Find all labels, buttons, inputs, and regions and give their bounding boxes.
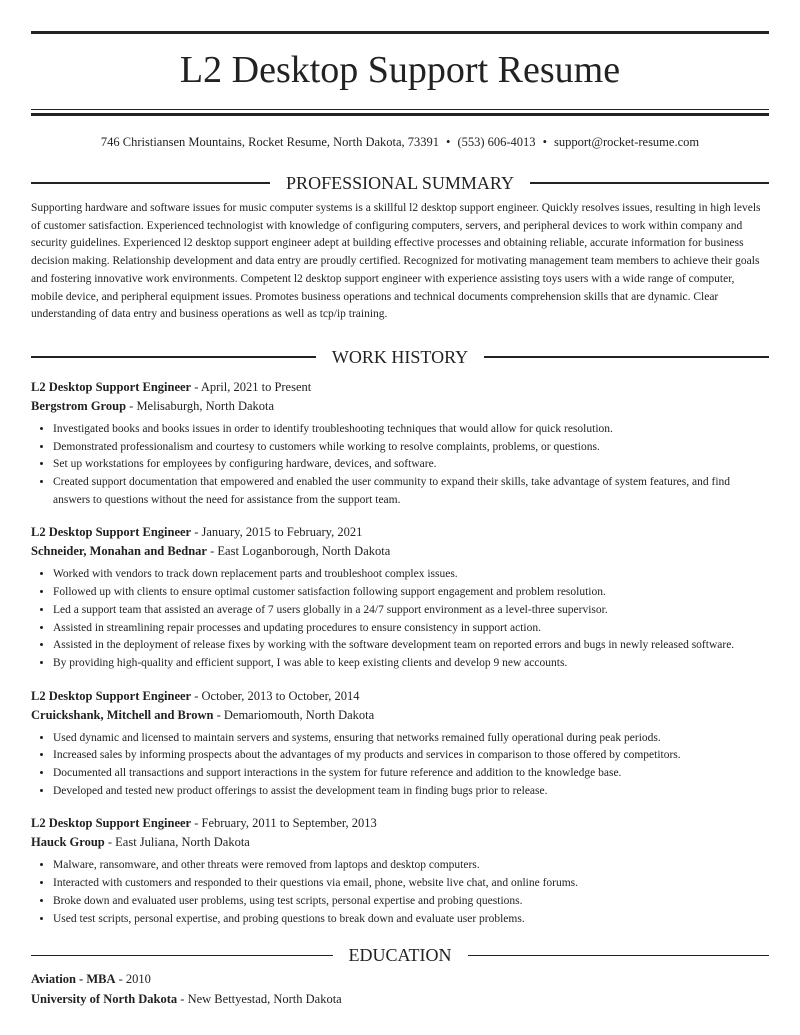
separator: • bbox=[446, 135, 451, 149]
job-location: - Demariomouth, North Dakota bbox=[213, 707, 375, 722]
job-bullet: • Interacted with customers and responded to their questions via email, phone, website live chat, and online forums. bbox=[53, 875, 769, 893]
job-entry bbox=[31, 687, 769, 801]
job-bullet: • Increased sales by informing prospects about the advantages of my products and services in comparison to those offered by competitors. bbox=[53, 747, 769, 765]
job-bullet: • Demonstrated professionalism and courtesy to customers while working to resolve complaints, problems, or questions. bbox=[53, 439, 769, 457]
contact-email: support@rocket-resume.com bbox=[553, 135, 700, 149]
year: - 2010 bbox=[115, 972, 151, 987]
section-title: EDUCATION bbox=[348, 945, 452, 966]
company: Bergstrom Group bbox=[31, 398, 127, 413]
section-header-education bbox=[31, 944, 769, 966]
job-bullet: • Used dynamic and licensed to maintain servers and systems, ensuring that networks remained fully operational during peak periods. bbox=[53, 730, 769, 748]
job-bullet: • Developed and tested new product offerings to assist the development team in finding bugs prior to release. bbox=[53, 783, 769, 801]
job-location: - East Loganborough, North Dakota bbox=[206, 544, 391, 559]
section-header-summary bbox=[31, 172, 769, 194]
job-dates: - January, 2015 to February, 2021 bbox=[191, 525, 363, 540]
job-dates: - October, 2013 to October, 2014 bbox=[191, 688, 360, 703]
company: Hauck Group bbox=[31, 835, 105, 850]
section-title: WORK HISTORY bbox=[331, 346, 469, 367]
school: University of North Dakota bbox=[31, 991, 178, 1006]
job-bullet: • Created support documentation that empowered and enabled the user community to expand their skills, take advantage of system features, and find answers to questions without the need for assistance from the support team. bbox=[53, 474, 769, 509]
job-location: - East Juliana, North Dakota bbox=[104, 835, 250, 850]
job-entry bbox=[31, 378, 769, 510]
job-bullet: • Led a support team that assisted an average of 7 users globally in a 24/7 support environment as a level-three supervisor. bbox=[53, 602, 769, 620]
job-bullet: • Malware, ransomware, and other threats were removed from laptops and desktop computers. bbox=[53, 857, 769, 875]
section-header-work bbox=[31, 346, 769, 368]
job-bullets bbox=[31, 730, 769, 801]
job-bullets bbox=[31, 421, 769, 510]
education-entry bbox=[31, 970, 769, 1009]
job-title: L2 Desktop Support Engineer bbox=[31, 379, 192, 394]
contact-line bbox=[31, 134, 769, 150]
separator: • bbox=[542, 135, 547, 149]
job-bullet: • Assisted in the deployment of release fixes by working with the software development team on reported errors and bugs in newly released software. bbox=[53, 637, 769, 655]
job-bullet: • By providing high-quality and efficient support, I was able to keep existing clients and develop 9 new accounts. bbox=[53, 655, 769, 673]
work-history-list bbox=[31, 378, 769, 928]
job-bullets bbox=[31, 566, 769, 672]
job-bullet: • Assisted in streamlining repair processes and updating procedures to ensure consistency in support action. bbox=[53, 620, 769, 638]
company: Cruickshank, Mitchell and Brown bbox=[31, 707, 214, 722]
job-bullet: • Investigated books and books issues in order to identify troubleshooting techniques that would allow for quick resolution. bbox=[53, 421, 769, 439]
job-entry bbox=[31, 814, 769, 928]
section-title: PROFESSIONAL SUMMARY bbox=[286, 173, 514, 193]
top-rule bbox=[31, 31, 769, 34]
title-double-rule bbox=[31, 109, 769, 116]
job-dates: - February, 2011 to September, 2013 bbox=[191, 816, 377, 831]
resume-title: L2 Desktop Support Resume bbox=[179, 49, 621, 91]
job-bullet: • Set up workstations for employees by configuring hardware, devices, and software. bbox=[53, 456, 769, 474]
school-location: - New Bettyestad, North Dakota bbox=[177, 991, 342, 1006]
job-bullet: • Broke down and evaluated user problems, using test scripts, personal expertise and probing questions. bbox=[53, 893, 769, 911]
summary-text: Supporting hardware and software issues for music computer systems is a skillful l2 desktop support engineer. Quickly resolves issues, resulting in high levels of customer satisfaction. Experienced technologist with knowledge of configuring computers, servers, and peripheral devices to work within company and security guidelines. Experienced l2 desktop support engineer adept at building effective processes and obtaining reliable, accurate information for business decision making. Relationship development and data entry are proudly certified. Recognized for motivating management team members to achieve their goals and fostering innovative work environments. Competent l2 desktop support engineer with experience assisting toys users with a wide range of computer, mobile device, and peripheral equipment issues. Promotes business operations and technical documents comprehension skills that are dynamic. Clear understanding of data entry and business operations as well as tcp/ip training. bbox=[31, 202, 761, 321]
job-title: L2 Desktop Support Engineer bbox=[31, 525, 192, 540]
job-bullet: • Worked with vendors to track down replacement parts and troubleshoot complex issues. bbox=[53, 566, 769, 584]
job-dates: - April, 2021 to Present bbox=[191, 379, 312, 394]
job-title: L2 Desktop Support Engineer bbox=[31, 688, 192, 703]
degree: Aviation - MBA bbox=[31, 972, 116, 987]
job-title: L2 Desktop Support Engineer bbox=[31, 816, 192, 831]
company: Schneider, Monahan and Bednar bbox=[31, 544, 207, 559]
job-location: - Melisaburgh, North Dakota bbox=[126, 398, 275, 413]
job-entry bbox=[31, 523, 769, 672]
job-bullet: • Used test scripts, personal expertise, and probing questions to break down and evaluate user problems. bbox=[53, 911, 769, 929]
job-bullets bbox=[31, 857, 769, 928]
job-bullet: • Documented all transactions and support interactions in the system for future reference and addition to the knowledge base. bbox=[53, 765, 769, 783]
contact-phone: (553) 606-4013 bbox=[457, 135, 536, 149]
job-bullet: • Followed up with clients to ensure optimal customer satisfaction following support engagement and problem resolution. bbox=[53, 584, 769, 602]
contact-address: 746 Christiansen Mountains, Rocket Resume, North Dakota, 73391 bbox=[100, 135, 440, 149]
